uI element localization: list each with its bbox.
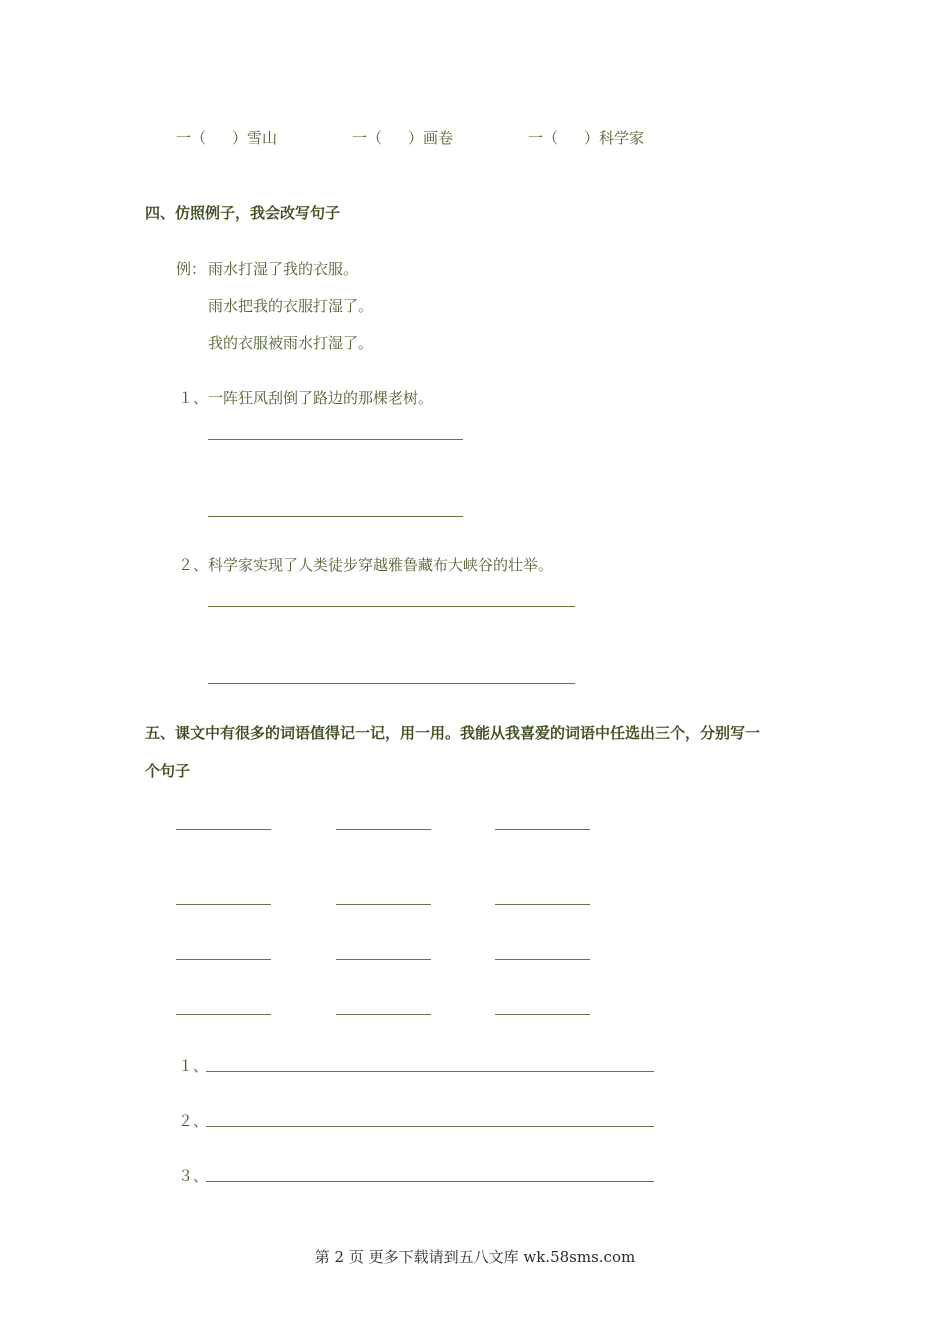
page-footer: 第 2 页 更多下载请到五八文库 wk.58sms.com — [314, 1248, 636, 1266]
word-blank[interactable] — [336, 1014, 431, 1015]
sentence-line[interactable] — [206, 1126, 654, 1127]
fill-item-3 — [528, 127, 644, 148]
section5-heading-line1: 五、课文中有很多的词语值得记一记，用一用。我能从我喜爱的词语中任选出三个，分别写一 — [145, 724, 761, 742]
sentence-label-2: ２、 — [178, 1112, 209, 1130]
example-line-2: 雨水把我的衣服打湿了。 — [208, 297, 374, 315]
section5-heading-line2: 个句子 — [145, 762, 191, 780]
example-label: 例： — [176, 260, 207, 278]
word-blank[interactable] — [495, 959, 590, 960]
answer-line[interactable] — [208, 606, 575, 607]
word-blank[interactable] — [176, 959, 271, 960]
fill-item-2 — [352, 127, 453, 148]
answer-line[interactable] — [208, 439, 463, 440]
sentence-label-1: １、 — [178, 1057, 209, 1075]
word-blank[interactable] — [336, 959, 431, 960]
fill-prefix: 一（ — [352, 129, 383, 147]
word-blank[interactable] — [495, 829, 590, 830]
word-blank[interactable] — [495, 1014, 590, 1015]
example-line-1: 雨水打湿了我的衣服。 — [208, 260, 359, 278]
fill-suffix: ）科学家 — [584, 129, 645, 147]
sentence-line[interactable] — [206, 1071, 654, 1072]
fill-suffix: ）雪山 — [232, 129, 278, 147]
word-blank[interactable] — [176, 1014, 271, 1015]
example-line-3: 我的衣服被雨水打湿了。 — [208, 334, 374, 352]
word-blank[interactable] — [336, 829, 431, 830]
word-blank[interactable] — [336, 904, 431, 905]
fill-item-1 — [176, 127, 277, 148]
sentence-line[interactable] — [206, 1181, 654, 1182]
fill-suffix: ）画卷 — [408, 129, 454, 147]
fill-prefix: 一（ — [528, 129, 559, 147]
question-1: １、一阵狂风刮倒了路边的那棵老树。 — [178, 389, 434, 407]
word-blank[interactable] — [176, 904, 271, 905]
fill-prefix: 一（ — [176, 129, 207, 147]
answer-line[interactable] — [208, 516, 463, 517]
section4-heading: 四、仿照例子，我会改写句子 — [145, 204, 341, 222]
question-2: ２、科学家实现了人类徒步穿越雅鲁藏布大峡谷的壮举。 — [178, 556, 554, 574]
sentence-label-3: ３、 — [178, 1167, 209, 1185]
answer-line[interactable] — [208, 683, 575, 684]
word-blank[interactable] — [176, 829, 271, 830]
word-blank[interactable] — [495, 904, 590, 905]
